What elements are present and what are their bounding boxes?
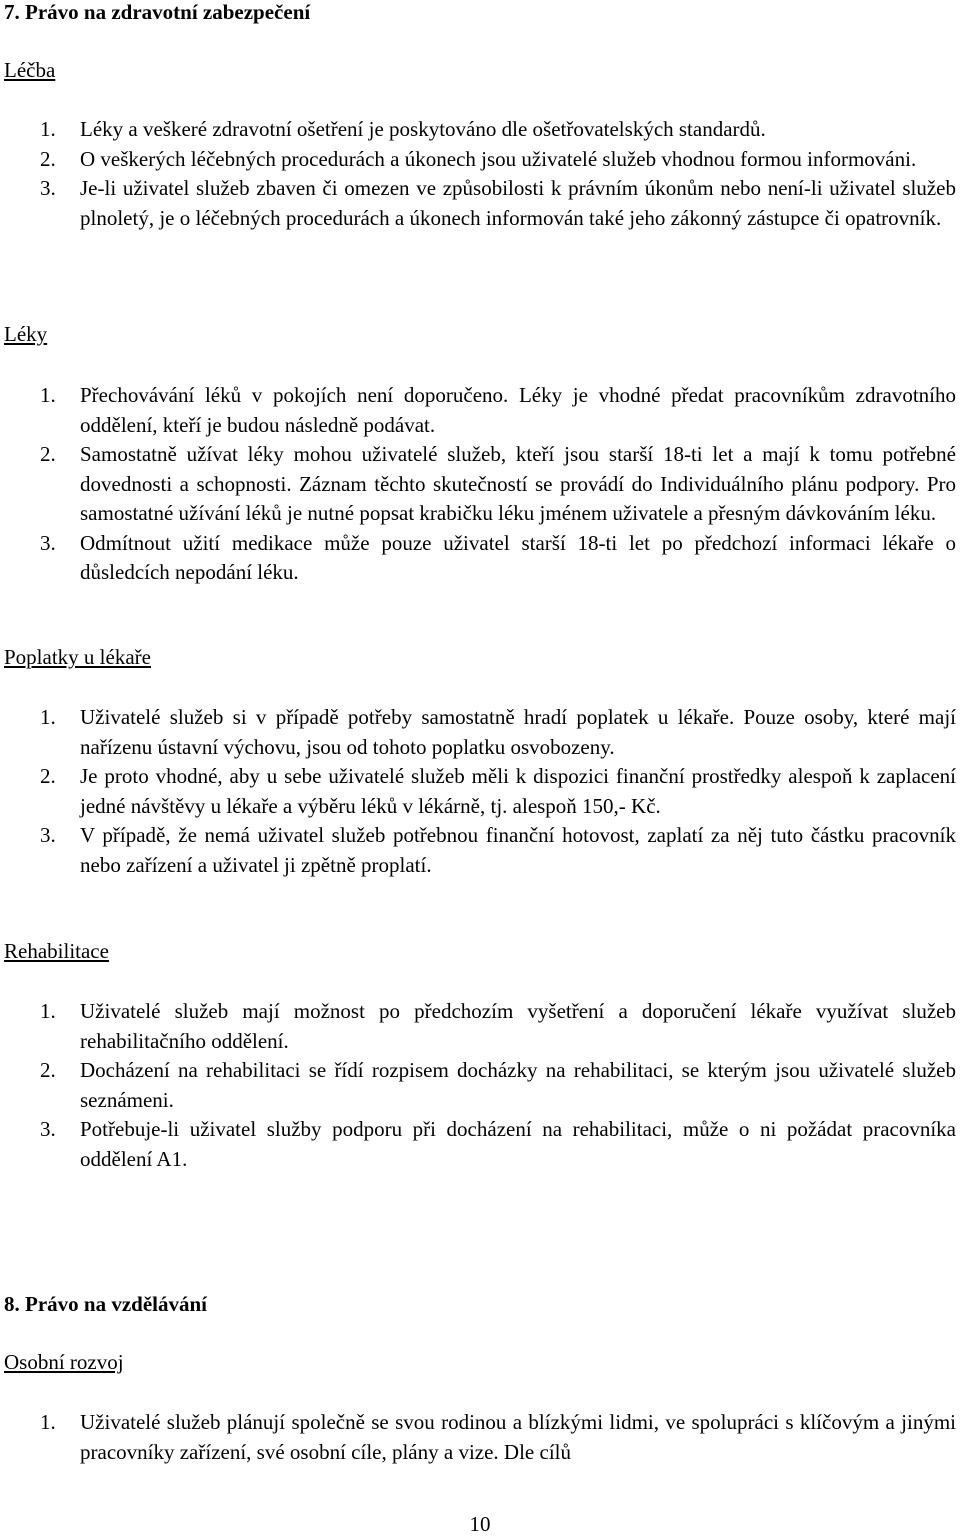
- list-item-text: Je-li uživatel služeb zbaven či omezen ve způsobilosti k právním úkonům nebo není-li uživatel služeb plnoletý, je o léčebných procedurách a úkonech informován také jeho zákonný zástupce či opatrovník.: [80, 176, 956, 230]
- list-item-text: Léky a veškeré zdravotní ošetření je poskytováno dle ošetřovatelských standardů.: [80, 117, 766, 141]
- list-item: [0, 821, 956, 880]
- list-item: [0, 145, 956, 175]
- list-number: 3.: [40, 823, 56, 847]
- list-item: [0, 762, 956, 821]
- list-number: 1.: [40, 999, 56, 1023]
- treatment-list: [0, 115, 956, 233]
- list-item-text: Přechovávání léků v pokojích není doporučeno. Léky je vhodné předat pracovníkům zdravotního oddělení, kteří je budou následně podávat.: [80, 383, 956, 437]
- list-item-text: Odmítnout užití medikace může pouze uživatel starší 18-ti let po předchozí informaci lékaře o důsledcích nepodání léku.: [80, 530, 956, 584]
- list-item-text: Samostatně užívat léky mohou uživatelé služeb, kteří jsou starší 18-ti let a mají k tomu potřebné dovednosti a schopnosti. Záznam těchto skutečností se provádí do Individuálního plánu podpory. Pro samostatné užívání léků je nutné popsat krabičku léku jménem uživatele a přesným dávkováním léku.: [80, 442, 956, 525]
- list-number: 1.: [40, 117, 56, 141]
- list-item-text: Uživatelé služeb mají možnost po předchozím vyšetření a doporučení lékaře využívat služeb rehabilitačního oddělení.: [80, 999, 956, 1053]
- subsection-rehabilitation-title: Rehabilitace: [4, 939, 109, 963]
- list-item: [0, 174, 956, 233]
- list-item: [0, 703, 956, 762]
- page-number: 10: [469, 1512, 491, 1536]
- list-item: [0, 1115, 956, 1174]
- list-item: [0, 440, 956, 529]
- section-8-heading: 8. Právo na vzdělávání: [4, 1292, 207, 1316]
- list-number: 2.: [40, 764, 56, 788]
- list-number: 2.: [40, 1058, 56, 1082]
- personal-development-list: [0, 1408, 956, 1467]
- list-item-text: O veškerých léčebných procedurách a úkonech jsou uživatelé služeb vhodnou formou informováni.: [80, 146, 917, 171]
- list-item-text: Potřebuje-li uživatel služby podporu při docházení na rehabilitaci, může o ni požádat pracovníka oddělení A1.: [80, 1117, 956, 1171]
- list-number: 3.: [40, 1117, 56, 1141]
- list-number: 1.: [40, 1410, 56, 1434]
- list-item: [0, 115, 956, 145]
- rehabilitation-list: [0, 997, 956, 1174]
- list-item: [0, 1056, 956, 1115]
- list-number: 3.: [40, 530, 56, 555]
- subsection-doctor-fees-title: Poplatky u lékaře: [4, 645, 151, 669]
- list-item: [0, 997, 956, 1056]
- list-item-text: V případě, že nemá uživatel služeb potřebnou finanční hotovost, zaplatí za něj tuto částku pracovník nebo zařízení a uživatel ji zpětně proplatí.: [80, 823, 956, 877]
- list-number: 1.: [40, 705, 56, 729]
- subsection-medicines-title: Léky: [4, 322, 48, 346]
- list-number: 2.: [40, 146, 56, 171]
- list-item: [0, 529, 956, 588]
- list-item: [0, 381, 956, 440]
- list-number: 3.: [40, 176, 56, 200]
- list-number: 2.: [40, 442, 56, 466]
- subsection-personal-development-title: Osobní rozvoj: [4, 1350, 124, 1374]
- list-item-text: Docházení na rehabilitaci se řídí rozpisem docházky na rehabilitaci, se kterým jsou uživatelé služeb seznámeni.: [80, 1058, 956, 1112]
- subsection-treatment-title: Léčba: [4, 58, 56, 82]
- medicines-list: [0, 381, 956, 588]
- section-7-heading: 7. Právo na zdravotní zabezpečení: [4, 0, 311, 24]
- list-item: [0, 1408, 956, 1467]
- list-item-text: Je proto vhodné, aby u sebe uživatelé služeb měli k dispozici finanční prostředky alespoň k zaplacení jedné návštěvy u lékaře a výběru léků v lékárně, tj. alespoň 150,- Kč.: [80, 764, 956, 818]
- list-item-text: Uživatelé služeb si v případě potřeby samostatně hradí poplatek u lékaře. Pouze osoby, které mají nařízenu ústavní výchovu, jsou od tohoto poplatku osvobozeny.: [80, 705, 956, 759]
- list-item-text: Uživatelé služeb plánují společně se svou rodinou a blízkými lidmi, ve spolupráci s klíčovým a jinými pracovníky zařízení, své osobní cíle, plány a vize. Dle cílů: [80, 1410, 956, 1464]
- list-number: 1.: [40, 383, 56, 407]
- doctor-fees-list: [0, 703, 956, 880]
